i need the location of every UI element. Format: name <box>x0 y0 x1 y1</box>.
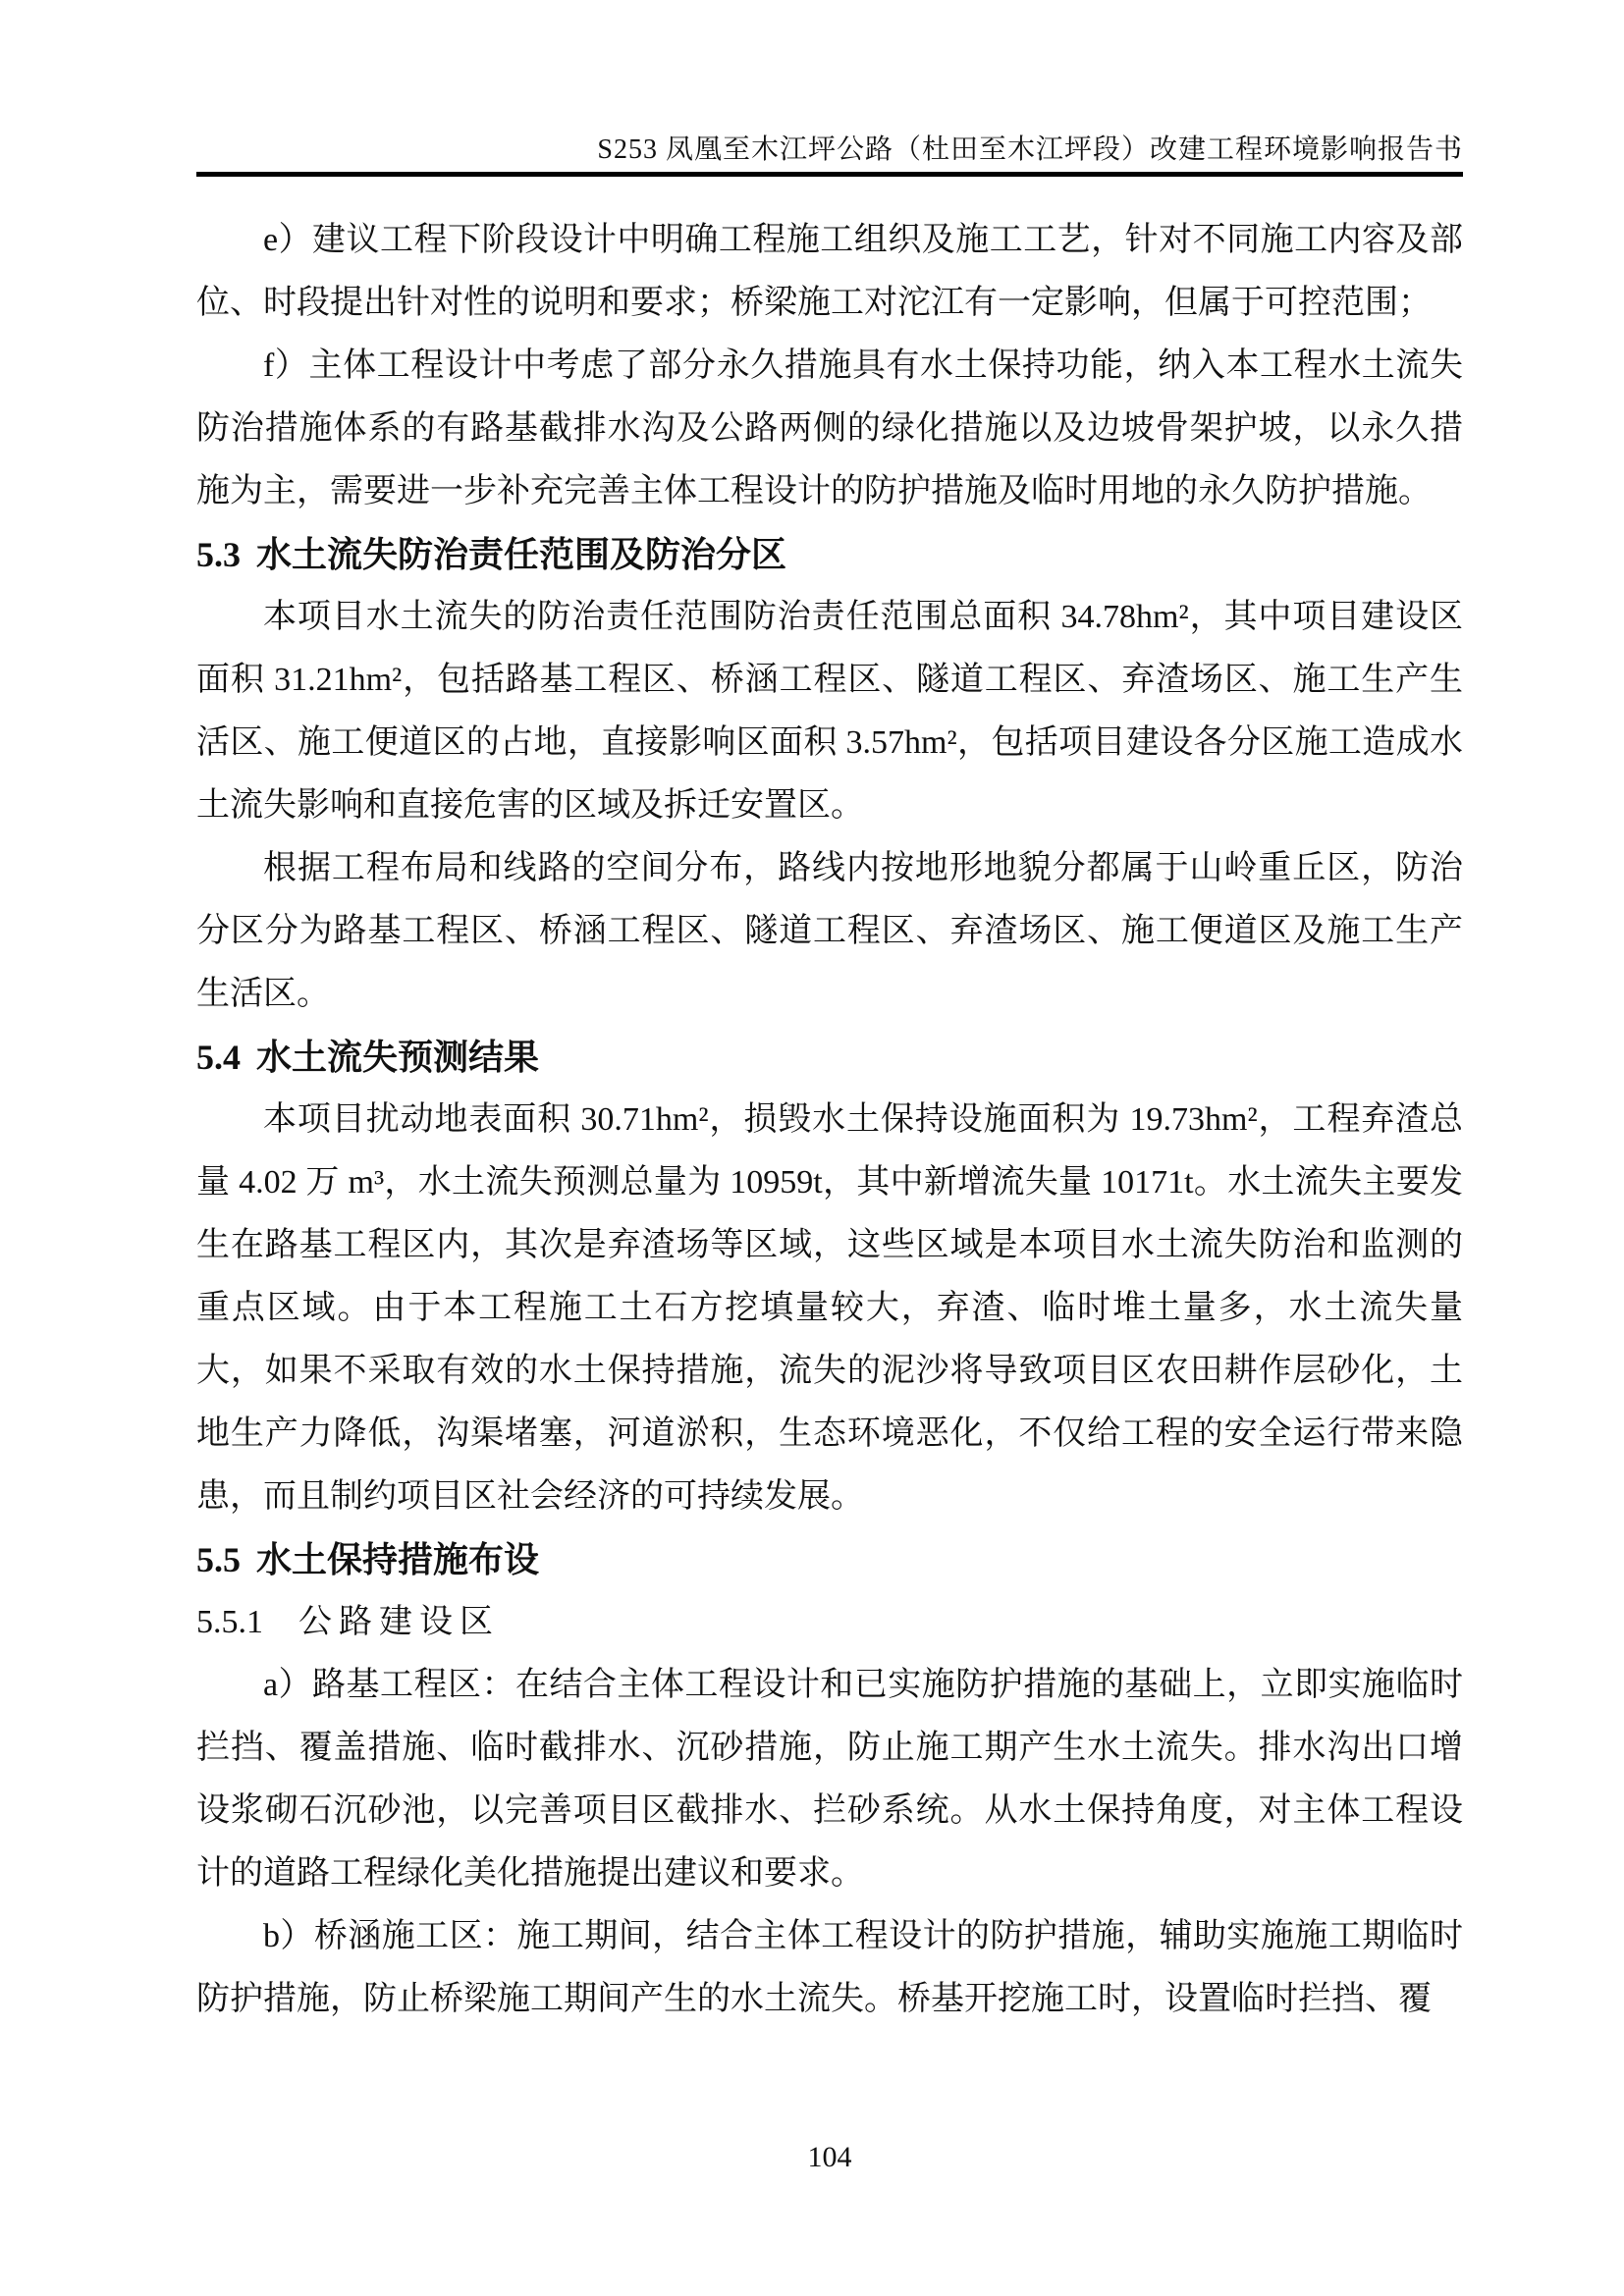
section-number: 5.3 <box>196 535 241 574</box>
section-number: 5.5 <box>196 1540 241 1579</box>
section-number: 5.5.1 <box>196 1604 263 1640</box>
paragraph-item-e: e）建议工程下阶段设计中明确工程施工组织及施工工艺，针对不同施工内容及部位、时段提出针对性的说明和要求；桥梁施工对沱江有一定影响，但属于可控范围； <box>196 222 1463 321</box>
paragraph-responsibility-scope: 本项目水土流失的防治责任范围防治责任范围总面积 34.78hm²，其中项目建设区面积 31.21hm²，包括路基工程区、桥涵工程区、隧道工程区、弃渣场区、施工生产生活区、施工便道区的占地，直接影响区面积 3.57hm²，包括项目建设各分区施工造成水土流失影响和直接危害的区域及拆迁安置区。 <box>196 599 1463 824</box>
paragraph-item-f: f）主体工程设计中考虑了部分永久措施具有水土保持功能，纳入本工程水土流失防治措施体系的有路基截排水沟及公路两侧的绿化措施以及边坡骨架护坡，以永久措施为主，需要进一步补充完善主体工程设计的防护措施及临时用地的永久防护措施。 <box>196 347 1463 509</box>
paragraph-prediction-results: 本项目扰动地表面积 30.71hm²，损毁水土保持设施面积为 19.73hm²，工程弃渣总量 4.02 万 m³，水土流失预测总量为 10959t，其中新增流失量 10171t。水土流失主要发生在路基工程区内，其次是弃渣场等区域，这些区域是本项目水土流失防治和监测的重点区域。由于本工程施工土石方挖填量较大，弃渣、临时堆土量多，水土流失量大，如果不采取有效的水土保持措施，流失的泥沙将导致项目区农田耕作层砂化，土地生产力降低，沟渠堵塞，河道淤积，生态环境恶化，不仅给工程的安全运行带来隐患，而且制约项目区社会经济的可持续发展。 <box>196 1101 1463 1515</box>
section-heading-5-3 <box>196 523 1463 586</box>
section-number: 5.4 <box>196 1038 241 1077</box>
section-title: 水土流失防治责任范围及防治分区 <box>256 534 787 574</box>
section-title: 水土保持措施布设 <box>256 1539 540 1579</box>
page-number: 104 <box>807 2141 852 2173</box>
section-heading-5-5 <box>196 1528 1463 1591</box>
section-title: 公路建设区 <box>298 1604 500 1640</box>
paragraph-zoning: 根据工程布局和线路的空间分布，路线内按地形地貌分都属于山岭重丘区，防治分区分为路基工程区、桥涵工程区、隧道工程区、弃渣场区、施工便道区及施工生产生活区。 <box>196 850 1463 1012</box>
document-body <box>196 209 1463 2031</box>
section-title: 水土流失预测结果 <box>256 1037 540 1077</box>
section-heading-5-4 <box>196 1026 1463 1089</box>
paragraph-item-b: b）桥涵施工区：施工期间，结合主体工程设计的防护措施，辅助实施施工期临时防护措施，防止桥梁施工期间产生的水土流失。桥基开挖施工时，设置临时拦挡、覆 <box>196 1918 1463 2017</box>
section-heading-5-5-1 <box>196 1591 1463 1654</box>
paragraph-item-a: a）路基工程区：在结合主体工程设计和已实施防护措施的基础上，立即实施临时拦挡、覆盖措施、临时截排水、沉砂措施，防止施工期产生水土流失。排水沟出口增设浆砌石沉砂池，以完善项目区截排水、拦砂系统。从水土保持角度，对主体工程设计的道路工程绿化美化措施提出建议和要求。 <box>196 1667 1463 1892</box>
header-divider-rule <box>196 172 1463 177</box>
report-header-title: S253 凤凰至木江坪公路（杜田至木江坪段）改建工程环境影响报告书 <box>597 134 1463 165</box>
